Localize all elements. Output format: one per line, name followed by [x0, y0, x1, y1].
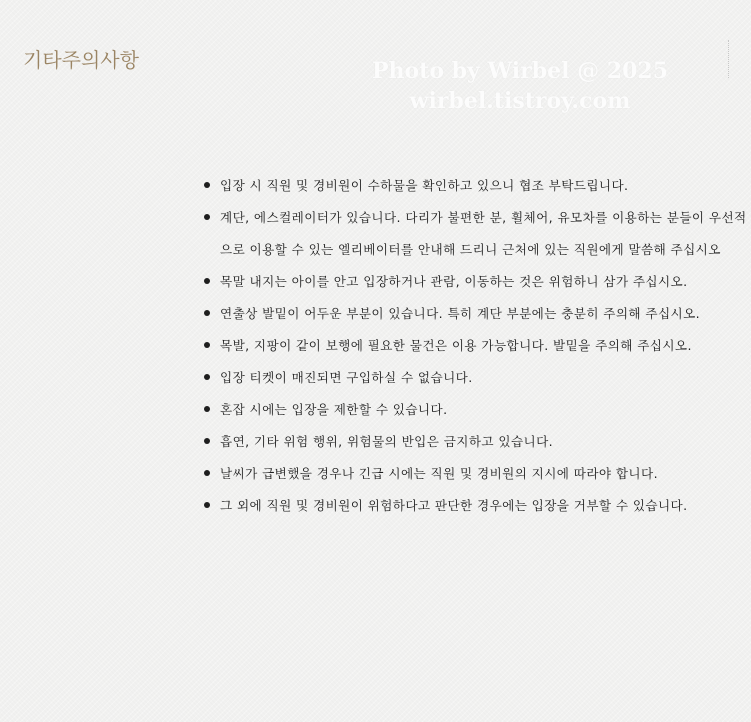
notice-text: 연출상 발밑이 어두운 부분이 있습니다. 특히 계단 부분에는 충분히 주의해 주십시오. — [220, 306, 701, 321]
bullet-icon — [204, 406, 210, 412]
notice-item — [220, 362, 751, 394]
notice-list — [200, 170, 751, 522]
bullet-icon — [204, 470, 210, 476]
notice-item — [220, 202, 751, 266]
watermark-url: wirbel.tistroy.com — [409, 88, 631, 114]
bullet-icon — [204, 310, 210, 316]
bullet-icon — [204, 182, 210, 188]
watermark-credit: Photo by Wirbel @ 2025 — [371, 58, 669, 84]
bullet-icon — [204, 214, 210, 220]
notice-text: 날씨가 급변했을 경우나 긴급 시에는 직원 및 경비원의 지시에 따라야 합니다. — [220, 466, 658, 481]
notice-text: 목말 내지는 아이를 안고 입장하거나 관람, 이동하는 것은 위험하니 삼가 주십시오. — [220, 274, 688, 289]
notice-item — [220, 298, 751, 330]
section-title: 기타주의사항 — [23, 48, 139, 72]
notice-text: 계단, 에스컬레이터가 있습니다. 다리가 불편한 분, 휠체어, 유모차를 이용하는 분들이 우선적으로 이용할 수 있는 엘리베이터를 안내해 드리니 근처에 있는 직원에게 말씀해 주십시오 — [220, 210, 747, 257]
divider-line — [728, 40, 729, 78]
notice-item — [220, 266, 751, 298]
notice-item — [220, 490, 751, 522]
bullet-icon — [204, 342, 210, 348]
notice-item — [220, 458, 751, 490]
notice-text: 그 외에 직원 및 경비원이 위험하다고 판단한 경우에는 입장을 거부할 수 있습니다. — [220, 498, 688, 513]
bullet-icon — [204, 374, 210, 380]
notice-item — [220, 330, 751, 362]
notice-text: 흡연, 기타 위험 행위, 위험물의 반입은 금지하고 있습니다. — [220, 434, 554, 449]
notice-item — [220, 170, 751, 202]
bullet-icon — [204, 438, 210, 444]
notice-text: 목발, 지팡이 같이 보행에 필요한 물건은 이용 가능합니다. 발밑을 주의해 주십시오. — [220, 338, 692, 353]
notice-item — [220, 394, 751, 426]
notice-item — [220, 426, 751, 458]
notice-text: 입장 티켓이 매진되면 구입하실 수 없습니다. — [220, 370, 473, 385]
bullet-icon — [204, 278, 210, 284]
notice-text: 혼잡 시에는 입장을 제한할 수 있습니다. — [220, 402, 448, 417]
notice-text: 입장 시 직원 및 경비원이 수하물을 확인하고 있으니 협조 부탁드립니다. — [220, 178, 629, 193]
bullet-icon — [204, 502, 210, 508]
watermark — [330, 56, 710, 116]
